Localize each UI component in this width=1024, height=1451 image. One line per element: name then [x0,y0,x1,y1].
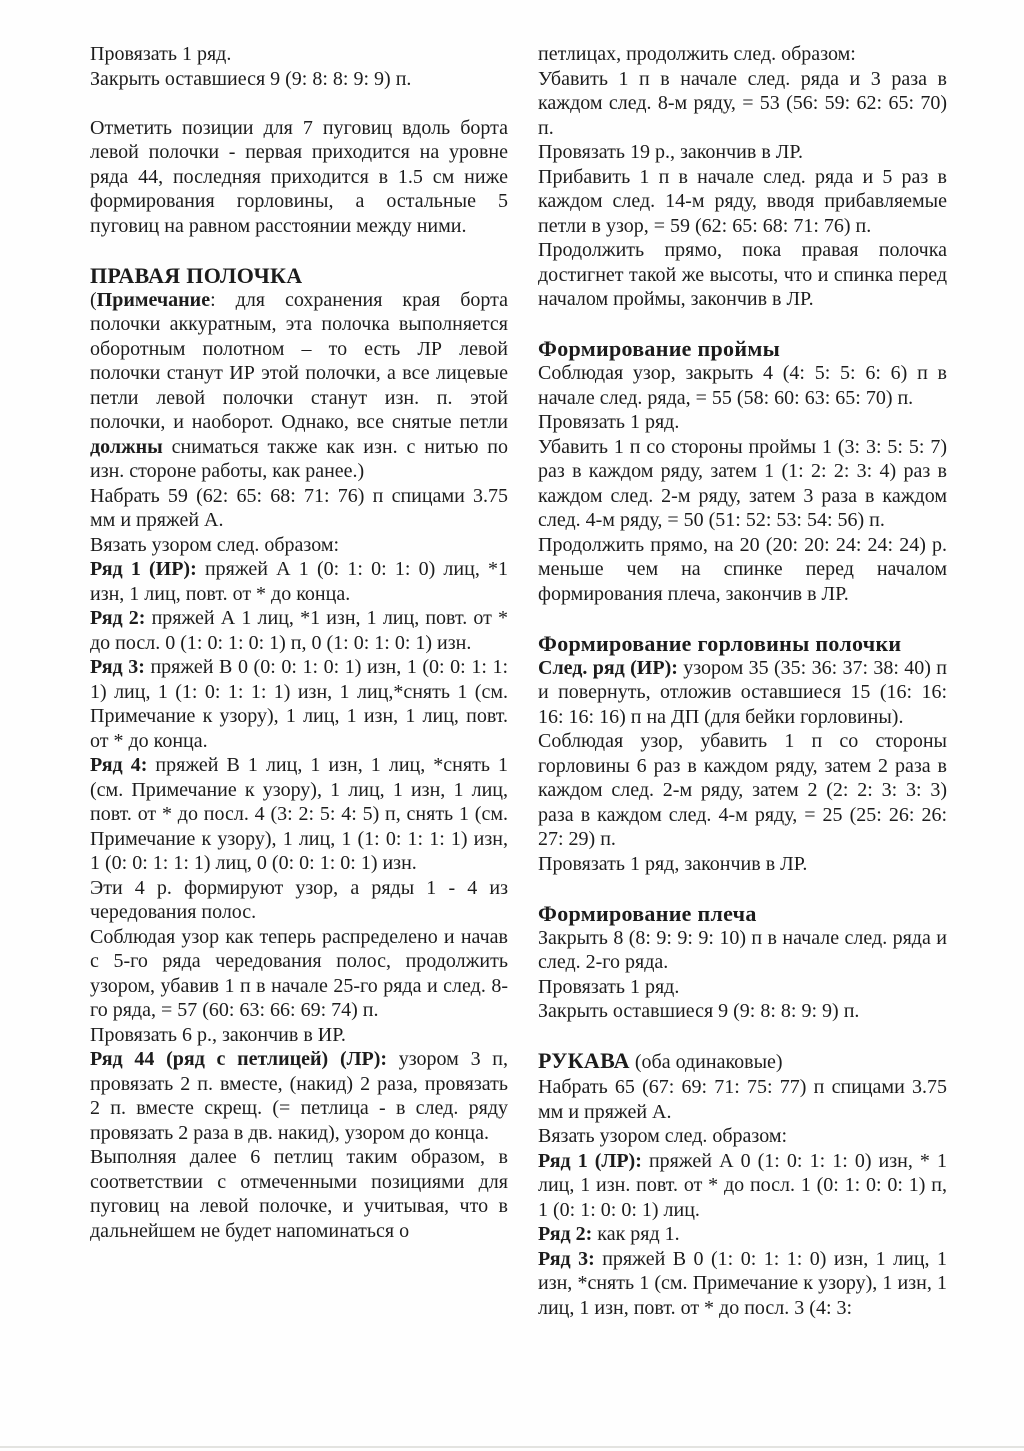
paragraph [538,1149,947,1223]
paragraph [538,361,947,410]
paragraph [538,67,947,141]
body-text: петлицах, продолжить след. образом: [538,43,856,65]
body-text: узором 3 п, провязать 2 п. вместе, (накид) 2 раза, провязать 2 п. вместе скрещ. (= петлица - в след. ряду провязать 2 раза в дв. накид), узором до конца. [90,1048,508,1144]
bold-text: Примечание [96,288,211,311]
paragraph [90,655,508,753]
text-column-right [538,42,947,1451]
body-text: Провязать 6 р., закончив в ИР. [90,1023,346,1046]
paragraph [538,42,947,67]
paragraph [538,238,947,312]
body-text: Провязать 1 ряд. [538,411,680,433]
body-text: Соблюдая узор как теперь распределено и начав с 5-го ряда чередования полос, продолжить узором, убавив 1 п в начале 25-го ряда и след. 8-го ряда, = 57 (60: 63: 66: 69: 74) п. [90,925,508,1021]
paragraph [538,410,947,435]
body-text: Вязать узором след. образом: [538,1125,788,1147]
bold-text: Формирование плеча [538,900,757,926]
paragraph [90,753,508,876]
bold-text: Формирование горловины полочки [538,630,902,656]
body-text: Эти 4 р. формируют узор, а ряды 1 - 4 из чередования полос. [90,876,508,923]
body-text: Убавить 1 п в начале след. ряда и 3 раза в каждом след. 8-м ряду, = 53 (56: 59: 62: 65: 70) п. [538,67,947,139]
bold-text: Ряд 2: [538,1223,593,1245]
body-text: пряжей А 1 (0: 1: 0: 1: 0) лиц, *1 изн, 1 лиц, повт. от * до конца. [90,558,508,605]
body-text: Набрать 65 (67: 69: 71: 75: 77) п спицами 3.75 мм и пряжей А. [538,1076,947,1123]
paragraph [538,140,947,165]
paragraph [538,533,947,607]
paragraph [538,165,947,239]
paragraph [538,926,947,975]
body-text: узором 35 (35: 36: 37: 38: 40) п и повернуть, отложив оставшиеся 15 (16: 16: 16: 16: 16) п на ДП (для бейки горловины). [538,656,947,728]
paragraph [90,116,508,239]
paragraph [538,999,947,1024]
paragraph [538,975,947,1000]
body-text: : для сохранения края борта полочки аккуратным, эта полочка выполняется оборотным полотном – то есть ЛР левой полочки станут ИР этой полочки, а все лицевые петли левой полочки станут изн. п. этой полочки, и наоборот. Однако, все снятые петли [90,288,508,433]
bold-text: Ряд 2: [90,607,146,629]
body-text: Убавить 1 п со стороны проймы 1 (3: 3: 5: 5: 7) раз в каждом ряду, затем 1 (1: 2: 2: 3: 4) раз в каждом след. 2-м ряду, затем 3 раза в каждом след. 4-м ряду, = 50 (51: 52: 53: 54: 56) п. [538,435,947,531]
paragraph [90,606,508,655]
paragraph [90,557,508,606]
bold-text: Ряд 3: [90,656,145,678]
bold-text: Формирование проймы [538,336,781,361]
body-text: Выполняя далее 6 петлиц таким образом, в соответствии с отмеченными позициями для пуговиц на левой полочке, и учитывая, что в дальнейшем не будет напоминаться о [90,1146,508,1242]
paragraph [538,1075,947,1124]
body-text: Продолжить прямо, пока правая полочка достигнет такой же высоты, что и спинка перед началом проймы, закончив в ЛР. [538,239,947,310]
bold-text: Ряд 1 (ЛР): [538,1149,642,1172]
bold-text: Ряд 44 (ряд с петлицей) (ЛР): [90,1048,388,1070]
body-text: Провязать 1 ряд, закончив в ЛР. [538,852,808,875]
paragraph [90,1023,508,1048]
paragraph [538,729,947,852]
body-text: как ряд 1. [592,1223,680,1245]
text-column-left [90,42,508,1451]
paragraph [90,925,508,1023]
section-heading [538,631,947,656]
body-text: ( [90,288,97,311]
body-text: Провязать 1 ряд. [90,43,232,65]
page-bottom-edge [0,1446,1024,1448]
body-text: Соблюдая узор, закрыть 4 (4: 5: 5: 6: 6) п в начале след. ряда, = 55 (58: 60: 63: 65: 70) п. [538,362,947,409]
body-text: пряжей В 0 (1: 0: 1: 1: 0) изн, 1 лиц, 1 изн, *снять 1 (см. Примечание к узору), 1 изн, 1 лиц, 1 изн, повт. от * до посл. 3 (4: 3: [538,1247,947,1319]
body-text: сниматься также как изн. с нитью по изн. стороне работы, как ранее.) [90,435,508,482]
bold-text: РУКАВА [538,1048,630,1073]
paragraph [90,67,508,92]
paragraph [538,852,947,877]
paragraph [90,42,508,67]
body-text: пряжей В 1 лиц, 1 изн, 1 лиц, *снять 1 (см. Примечание к узору), 1 лиц, 1 изн, 1 лиц, повт. от * до посл. 4 (3: 2: 5: 4: 5) п, снять 1 (см. Примечание к узору), 1 лиц, 1 (1: 0: 1: 1: 1) изн, 1 (0: 0: 1: 1: 1) лиц, 0 (0: 0: 1: 0: 1) изн. [90,754,508,874]
paragraph [538,1222,947,1247]
section-heading [538,1048,947,1075]
paragraph [90,1145,508,1243]
body-text: Соблюдая узор, убавить 1 п со стороны горловины 6 раз в каждом ряду, затем 2 раза в каждом след. 2-м ряду, затем 2 (2: 2: 3: 3: 3) раза в каждом след. 4-м ряду, = 25 (25: 26: 26: 27: 29) п. [538,730,947,850]
paragraph [90,876,508,925]
bold-text: Ряд 1 (ИР): [90,558,197,580]
section-heading [538,336,947,361]
paragraph [538,435,947,533]
body-text: Закрыть 8 (8: 9: 9: 9: 10) п в начале след. ряда и след. 2-го ряда. [538,926,947,973]
paragraph [90,288,508,484]
body-text: Отметить позиции для 7 пуговиц вдоль борта левой полочки - первая приходится на уровне ряда 44, последняя приходится в 1.5 см ниже формирования горловины, а остальные 5 пуговиц на равном расстоянии между ними. [90,116,508,237]
body-text: Закрыть оставшиеся 9 (9: 8: 8: 9: 9) п. [538,1000,860,1022]
paragraph [90,484,508,533]
paragraph [538,1247,947,1321]
body-text: Провязать 1 ряд. [538,975,680,998]
body-text: (оба одинаковые) [629,1051,783,1073]
paragraph [90,533,508,558]
body-text: пряжей А 0 (1: 0: 1: 1: 0) изн, * 1 лиц, 1 изн. повт. от * до посл. 1 (0: 1: 0: 0: 1) п, 1 (0: 1: 0: 0: 1) лиц. [538,1149,947,1221]
body-text: Продолжить прямо, на 20 (20: 20: 24: 24: 24) р. меньше чем на спинке перед началом формирования плеча, закончив в ЛР. [538,533,947,605]
paragraph [538,1124,947,1149]
bold-text: ПРАВАЯ ПОЛОЧКА [90,262,303,288]
body-text: пряжей А 1 лиц, *1 изн, 1 лиц, повт. от * до посл. 0 (1: 0: 1: 0: 1) п, 0 (1: 0: 1: 0: 1) изн. [90,607,508,654]
bold-text: Ряд 3: [538,1247,595,1270]
section-heading [538,901,947,926]
bold-text: След. ряд (ИР): [538,656,678,679]
bold-text: Ряд 4: [90,754,148,776]
body-text: пряжей В 0 (0: 0: 1: 0: 1) изн, 1 (0: 0: 1: 1: 1) лиц, 1 (1: 0: 1: 1: 1) изн, 1 лиц,*снять 1 (см. Примечание к узору), 1 лиц, 1 изн, 1 лиц, повт. от * до конца. [90,656,508,752]
paragraph [90,1047,508,1145]
body-text: Вязать узором след. образом: [90,533,340,556]
section-heading [90,263,508,288]
body-text: Закрыть оставшиеся 9 (9: 8: 8: 9: 9) п. [90,67,412,90]
bold-text: должны [90,435,163,458]
body-text: Провязать 19 р., закончив в ЛР. [538,141,803,163]
paragraph [538,656,947,730]
body-text: Набрать 59 (62: 65: 68: 71: 76) п спицами 3.75 мм и пряжей А. [90,484,508,531]
body-text: Прибавить 1 п в начале след. ряда и 5 раз в каждом след. 14-м ряду, вводя прибавляемые петли в узор, = 59 (62: 65: 68: 71: 76) п. [538,165,947,237]
